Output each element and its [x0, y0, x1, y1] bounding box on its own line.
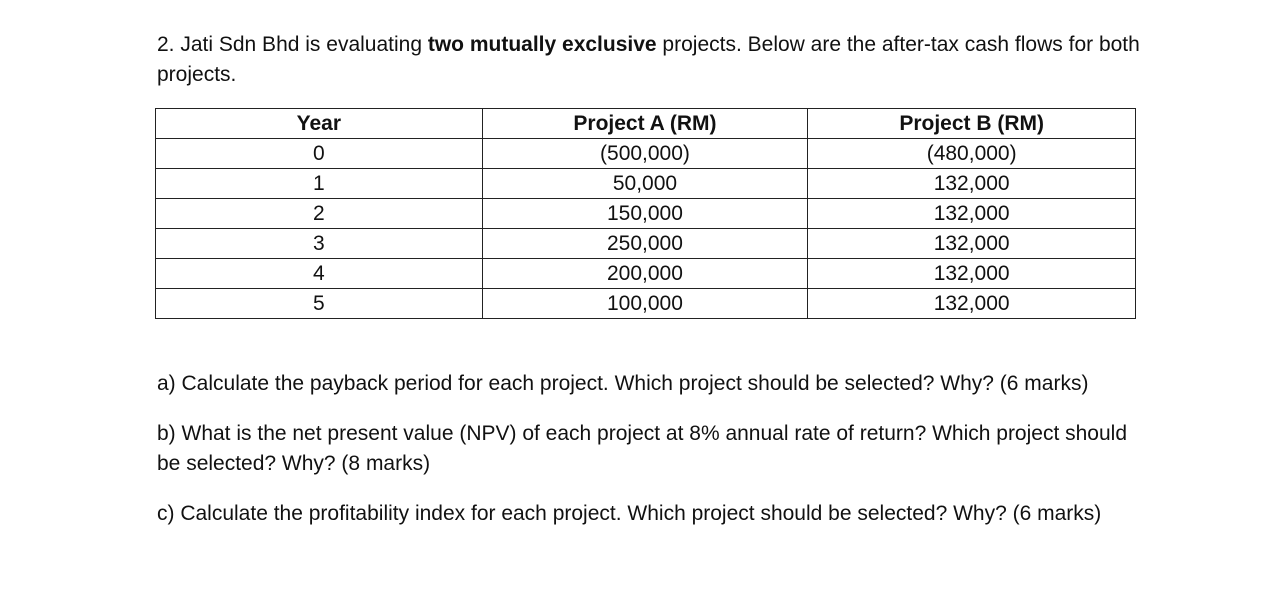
table-row: [156, 199, 1136, 229]
project-a-cell: 200,000: [482, 259, 808, 289]
intro-emphasis: two mutually exclusive: [427, 33, 657, 56]
header-project-a: Project A (RM): [482, 109, 808, 139]
header-year: Year: [156, 109, 483, 139]
year-cell: 2: [156, 199, 483, 229]
table-row: [156, 169, 1136, 199]
year-cell: 3: [156, 229, 483, 259]
intro-text-end: projects. Below are the after-tax cash flows for both projects.: [157, 33, 1140, 86]
question-c: c) Calculate the profitability index for each project. Which project should be selected? Why? (6 marks): [157, 502, 1102, 525]
project-b-cell: 132,000: [808, 229, 1136, 259]
question-intro: [157, 30, 1147, 90]
question-list: [157, 369, 1147, 549]
project-a-cell: 150,000: [482, 199, 808, 229]
project-b-cell: 132,000: [808, 169, 1136, 199]
project-a-cell: 50,000: [482, 169, 808, 199]
intro-text-start: 2. Jati Sdn Bhd is evaluating: [157, 33, 428, 56]
question-a: a) Calculate the payback period for each project. Which project should be selected? Why? (6 marks): [157, 372, 1089, 395]
project-b-cell: 132,000: [808, 199, 1136, 229]
project-b-cell: (480,000): [808, 139, 1136, 169]
year-cell: 1: [156, 169, 483, 199]
project-b-cell: 132,000: [808, 289, 1136, 319]
table-row: [156, 259, 1136, 289]
project-a-cell: 100,000: [482, 289, 808, 319]
year-cell: 5: [156, 289, 483, 319]
table-row: [156, 289, 1136, 319]
year-cell: 0: [156, 139, 483, 169]
project-a-cell: (500,000): [482, 139, 808, 169]
table-row: [156, 229, 1136, 259]
question-b: b) What is the net present value (NPV) of each project at 8% annual rate of return? Which project should be selected? Why? (8 marks): [157, 422, 1128, 475]
cash-flow-table: [155, 108, 1136, 319]
table-row: [156, 139, 1136, 169]
year-cell: 4: [156, 259, 483, 289]
table-header-row: [156, 109, 1136, 139]
header-project-b: Project B (RM): [808, 109, 1136, 139]
project-b-cell: 132,000: [808, 259, 1136, 289]
project-a-cell: 250,000: [482, 229, 808, 259]
